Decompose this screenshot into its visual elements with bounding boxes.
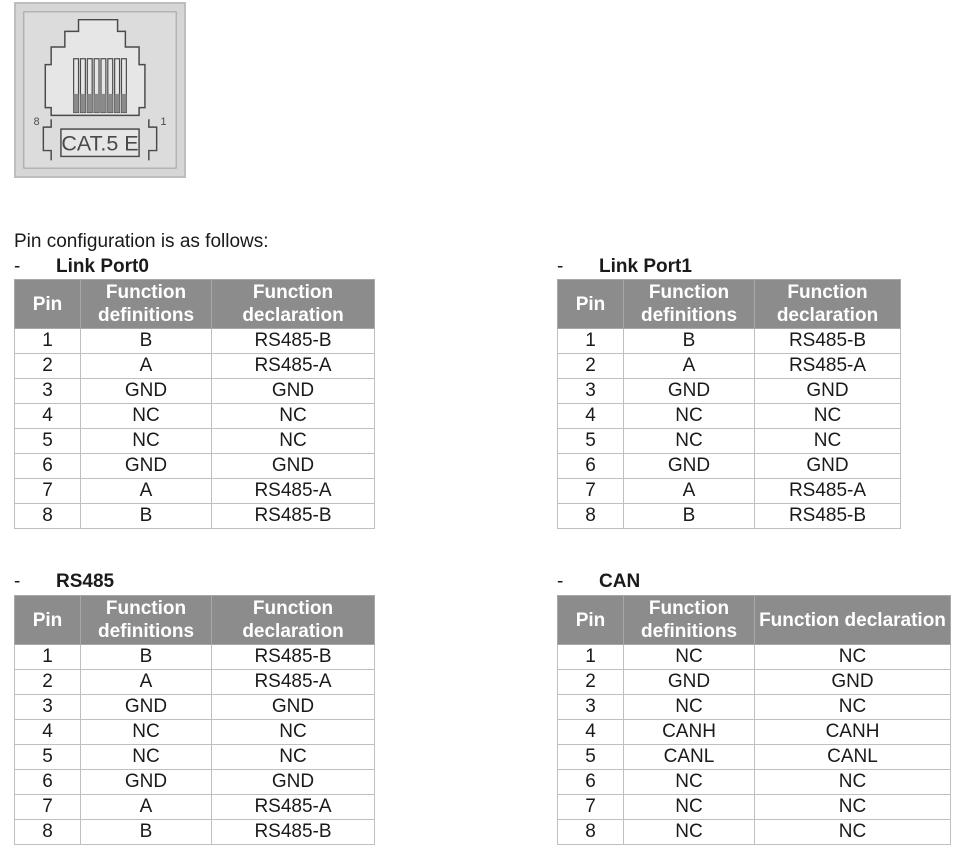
pin-table-link-port1 (557, 279, 901, 529)
cell-definition: GND (624, 670, 755, 695)
cell-definition: A (624, 354, 755, 379)
table-row (15, 670, 375, 695)
cell-pin: 6 (15, 454, 81, 479)
header-declaration: Function declaration (755, 280, 901, 329)
cell-definition: A (81, 479, 212, 504)
cell-declaration: RS485-A (755, 479, 901, 504)
table-row (15, 745, 375, 770)
pin-table-link-port0 (14, 279, 375, 529)
cell-declaration: RS485-A (755, 354, 901, 379)
cell-definition: A (81, 670, 212, 695)
cell-pin: 2 (15, 670, 81, 695)
cell-declaration: NC (755, 770, 951, 795)
cell-pin: 1 (558, 329, 624, 354)
table-row (15, 695, 375, 720)
cell-declaration: RS485-B (212, 329, 375, 354)
table-row (558, 504, 901, 529)
cell-pin: 4 (15, 404, 81, 429)
table-row (558, 645, 951, 670)
cell-declaration: GND (212, 379, 375, 404)
cell-definition: NC (624, 429, 755, 454)
cell-pin: 8 (15, 504, 81, 529)
bullet-dash: - (557, 256, 564, 277)
cell-declaration: GND (212, 695, 375, 720)
cell-definition: GND (624, 454, 755, 479)
intro-text: Pin configuration is as follows: (14, 231, 269, 252)
header-declaration: Function declaration (212, 280, 375, 329)
cell-pin: 4 (558, 720, 624, 745)
cell-declaration: RS485-A (212, 670, 375, 695)
cell-declaration: GND (755, 454, 901, 479)
cell-definition: A (81, 354, 212, 379)
cell-declaration: GND (212, 770, 375, 795)
cell-pin: 5 (558, 429, 624, 454)
table-row (15, 479, 375, 504)
table-row (558, 379, 901, 404)
rj45-jack-icon (16, 4, 184, 176)
bullet-dash: - (14, 571, 21, 592)
table-row (15, 354, 375, 379)
cell-declaration: NC (212, 745, 375, 770)
header-pin: Pin (15, 280, 81, 329)
header-definitions: Function definitions (624, 596, 755, 645)
cell-declaration: CANL (755, 745, 951, 770)
pin-table-can (557, 595, 951, 845)
cell-pin: 3 (558, 379, 624, 404)
cell-definition: A (624, 479, 755, 504)
cell-definition: B (81, 504, 212, 529)
cell-declaration: RS485-B (755, 329, 901, 354)
cell-pin: 8 (15, 820, 81, 845)
cell-declaration: NC (212, 720, 375, 745)
cell-declaration: RS485-A (212, 354, 375, 379)
cell-pin: 5 (15, 429, 81, 454)
cell-pin: 2 (558, 354, 624, 379)
cell-pin: 4 (15, 720, 81, 745)
cell-pin: 6 (15, 770, 81, 795)
cell-definition: NC (624, 404, 755, 429)
header-pin: Pin (558, 596, 624, 645)
table-row (15, 454, 375, 479)
cell-declaration: RS485-B (212, 820, 375, 845)
cell-pin: 5 (558, 745, 624, 770)
header-definitions: Function definitions (81, 596, 212, 645)
cell-definition: NC (624, 695, 755, 720)
cell-pin: 2 (558, 670, 624, 695)
table-row (558, 795, 951, 820)
cell-declaration: RS485-B (212, 504, 375, 529)
table-row (558, 404, 901, 429)
cell-definition: NC (624, 645, 755, 670)
cell-definition: NC (81, 720, 212, 745)
table-row (15, 429, 375, 454)
cell-pin: 7 (558, 479, 624, 504)
cell-pin: 1 (15, 329, 81, 354)
table-row (15, 379, 375, 404)
table-row (15, 820, 375, 845)
pin-1-label: 1 (160, 116, 167, 129)
cell-definition: CANL (624, 745, 755, 770)
cell-definition: B (624, 329, 755, 354)
table-row (15, 329, 375, 354)
section-title-text: Link Port1 (599, 256, 692, 277)
cell-pin: 7 (15, 479, 81, 504)
section-title-rs485 (14, 571, 114, 593)
table-row (15, 404, 375, 429)
header-pin: Pin (558, 280, 624, 329)
cell-pin: 1 (15, 645, 81, 670)
cell-declaration: CANH (755, 720, 951, 745)
cell-definition: NC (81, 745, 212, 770)
cell-declaration: GND (212, 454, 375, 479)
table-row (558, 670, 951, 695)
cell-definition: NC (81, 404, 212, 429)
cell-declaration: GND (755, 670, 951, 695)
cell-declaration: GND (755, 379, 901, 404)
table-header-row (558, 596, 951, 645)
cell-declaration: RS485-A (212, 795, 375, 820)
header-declaration: Function declaration (212, 596, 375, 645)
table-row (15, 504, 375, 529)
table-row (558, 354, 901, 379)
bullet-dash: - (14, 256, 21, 277)
table-header-row (558, 280, 901, 329)
bullet-dash: - (557, 571, 564, 592)
connector-label: CAT.5 E (61, 131, 139, 156)
cell-definition: NC (624, 795, 755, 820)
section-title-text: RS485 (56, 571, 115, 592)
cell-pin: 3 (15, 695, 81, 720)
cell-pin: 5 (15, 745, 81, 770)
cell-pin: 3 (558, 695, 624, 720)
cell-definition: GND (81, 379, 212, 404)
header-declaration: Function declaration (755, 596, 951, 645)
cell-pin: 8 (558, 820, 624, 845)
cell-definition: GND (81, 454, 212, 479)
table-row (558, 479, 901, 504)
table-row (558, 454, 901, 479)
header-definitions: Function definitions (624, 280, 755, 329)
table-row (15, 720, 375, 745)
table-row (558, 720, 951, 745)
cell-definition: GND (81, 770, 212, 795)
cell-definition: B (81, 329, 212, 354)
table-row (15, 795, 375, 820)
table-row (15, 770, 375, 795)
pin-8-label: 8 (33, 116, 40, 129)
rj45-connector-diagram (14, 2, 186, 178)
cell-declaration: NC (755, 695, 951, 720)
pin-table-rs485 (14, 595, 375, 845)
cell-definition: GND (624, 379, 755, 404)
cell-definition: NC (624, 770, 755, 795)
cell-pin: 6 (558, 454, 624, 479)
cell-declaration: NC (212, 429, 375, 454)
section-title-link-port1 (557, 256, 692, 278)
cell-declaration: RS485-A (212, 479, 375, 504)
cell-definition: B (81, 820, 212, 845)
cell-pin: 4 (558, 404, 624, 429)
cell-declaration: NC (755, 404, 901, 429)
cell-pin: 3 (15, 379, 81, 404)
table-header-row (15, 280, 375, 329)
table-row (558, 429, 901, 454)
table-row (15, 645, 375, 670)
cell-pin: 1 (558, 645, 624, 670)
cell-pin: 7 (558, 795, 624, 820)
table-row (558, 329, 901, 354)
cell-pin: 6 (558, 770, 624, 795)
header-pin: Pin (15, 596, 81, 645)
cell-declaration: NC (755, 795, 951, 820)
header-definitions: Function definitions (81, 280, 212, 329)
cell-definition: CANH (624, 720, 755, 745)
cell-definition: NC (81, 429, 212, 454)
cell-declaration: NC (755, 645, 951, 670)
table-row (558, 695, 951, 720)
cell-pin: 2 (15, 354, 81, 379)
section-title-can (557, 571, 640, 593)
table-row (558, 770, 951, 795)
cell-declaration: NC (212, 404, 375, 429)
cell-pin: 7 (15, 795, 81, 820)
cell-declaration: RS485-B (212, 645, 375, 670)
section-title-link-port0 (14, 256, 149, 278)
cell-declaration: RS485-B (755, 504, 901, 529)
table-header-row (15, 596, 375, 645)
table-row (558, 745, 951, 770)
cell-pin: 8 (558, 504, 624, 529)
cell-definition: NC (624, 820, 755, 845)
cell-definition: B (624, 504, 755, 529)
cell-declaration: NC (755, 820, 951, 845)
section-title-text: CAN (599, 571, 641, 592)
cell-definition: A (81, 795, 212, 820)
cell-definition: GND (81, 695, 212, 720)
cell-declaration: NC (755, 429, 901, 454)
section-title-text: Link Port0 (56, 256, 149, 277)
table-row (558, 820, 951, 845)
cell-definition: B (81, 645, 212, 670)
